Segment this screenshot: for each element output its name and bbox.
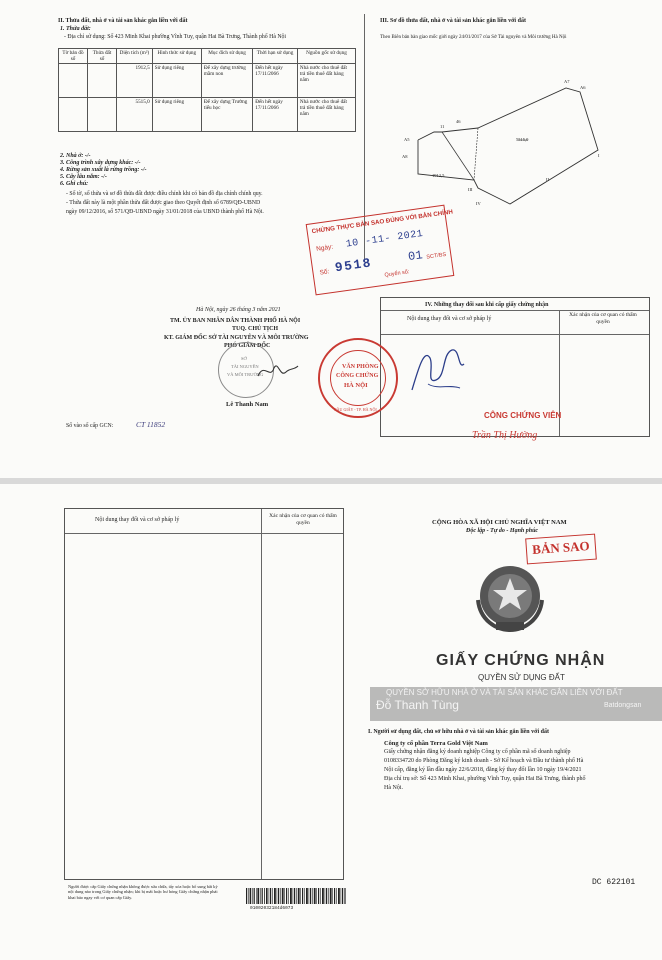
section3-heading: III. Sơ đồ thửa đất, nhà ở và tài sản khác gắn liền với đất <box>380 18 526 24</box>
map-area-label: 5515,0 <box>516 137 529 142</box>
certified-date-value: 10 -11- 2021 <box>345 228 425 251</box>
col-header-usage-form: Hình thức sử dụng <box>152 49 201 64</box>
watermark-site: Batdongsan <box>604 702 642 709</box>
signing-authority-line: KT. GIÁM ĐỐC SỞ TÀI NGUYÊN VÀ MÔI TRƯỜNG <box>164 335 309 341</box>
certificate-title: GIẤY CHỨNG NHẬN <box>436 652 606 669</box>
changes-table-continued <box>64 508 344 880</box>
col-header-duration: Thời hạn sử dụng <box>253 49 298 64</box>
item-planted-forest: 4. Rừng sản xuất là rừng trồng: -/- <box>60 167 147 173</box>
republic-heading: CỘNG HÒA XÃ HỘI CHỦ NGHĨA VIỆT NAM <box>432 519 567 526</box>
section1-heading: I. Người sử dụng đất, chủ sở hữu nhà ở và tài sản khác gắn liền với đất <box>368 729 549 735</box>
table-row <box>59 98 356 132</box>
table-cell: Sử dụng riêng <box>152 64 201 98</box>
table-cell: Để xây dựng trường mầm non <box>201 64 252 98</box>
table-row <box>59 64 356 98</box>
table-rule <box>381 334 649 335</box>
map-point-label: A8 <box>402 154 408 159</box>
certified-book-label: Quyển số: <box>384 269 410 279</box>
table-rule <box>261 509 262 879</box>
certified-copy-heading: CHỨNG THỰC BẢN SAO ĐÚNG VỚI BẢN CHÍNH <box>311 208 454 236</box>
table-cell: Sử dụng riêng <box>152 98 201 132</box>
signer-name: Lê Thanh Nam <box>226 401 269 408</box>
owner-desc-line: Nội cấp, đăng ký lần đầu ngày 22/6/2018, đăng ký thay đổi lần 10 ngày 19/4/2021 <box>384 767 582 773</box>
note-line: - Thửa đất này là một phần thửa đất được giao theo Quyết định số 6789/QĐ-UBND <box>66 200 261 206</box>
col-header-origin: Nguồn gốc sử dụng <box>297 49 355 64</box>
notary-office-seal <box>318 338 398 418</box>
owner-company: Công ty cổ phần Terra Gold Việt Nam <box>384 740 488 747</box>
section2-heading: II. Thửa đất, nhà ở và tài sản khác gắn liền với đất <box>58 18 188 24</box>
certified-number-value: 9518 <box>334 255 373 276</box>
map-point-label: III <box>468 187 473 192</box>
national-emblem <box>470 560 550 634</box>
col-header-purpose: Mục đích sử dụng <box>201 49 252 64</box>
land-parcel-label: 1. Thửa đất: <box>60 26 91 32</box>
section3-subtitle: Theo Biên bản bàn giao mốc giới ngày 24/01/2017 của Sở Tài nguyên và Môi trường Hà Nội <box>380 35 567 40</box>
section4-heading: IV. Những thay đổi sau khi cấp giấy chứng nhận <box>425 302 549 308</box>
col-header-map-sheet: Tờ bản đồ số <box>59 49 88 64</box>
table-header-row <box>59 49 356 64</box>
changes-col-content: Nội dung thay đổi và cơ sở pháp lý <box>95 517 180 523</box>
footnote: Người được cấp Giấy chứng nhận không được sửa chữa, tẩy xóa hoặc bổ sung bất kỳ nội dung nào trong Giấy chứng nhận; khi bị mất hoặc hư hỏng Giấy chứng nhận phải khai báo ngay với cơ quan cấp Giấy. <box>68 884 218 900</box>
owner-address-line: Địa chỉ trụ sở: Số 423 Minh Khai, phường Vĩnh Tuy, quận Hai Bà Trưng, thành phố <box>384 776 586 782</box>
map-area-label: 1912,5 <box>432 173 445 178</box>
col-header-parcel-no: Thửa đất số <box>88 49 117 64</box>
changes-col-confirm: Xác nhận của cơ quan có thẩm quyền <box>269 513 337 526</box>
item-other-construction: 3. Công trình xây dựng khác: -/- <box>60 160 141 166</box>
map-point-label: A7 <box>564 79 570 84</box>
table-cell <box>59 98 88 132</box>
land-parcel-table <box>58 48 356 132</box>
signing-authority-line: PHÓ GIÁM ĐỐC <box>224 343 271 349</box>
notary-seal-text: CÔNG CHỨNG <box>336 373 379 379</box>
map-point-label: A5 <box>404 137 410 142</box>
map-point-label: A6 <box>580 85 586 90</box>
note-line: - Số tờ, số thửa và sơ đồ thửa đất được điều chỉnh khi có bản đồ địa chính chính quy. <box>66 191 263 197</box>
national-motto: Độc lập - Tự do - Hạnh phúc <box>466 528 539 534</box>
table-cell: Đến hết ngày 17/11/2066 <box>253 98 298 132</box>
certified-number-label: Số: <box>319 268 330 277</box>
table-cell <box>88 98 117 132</box>
parcel-map-diagram <box>370 70 620 220</box>
copy-stamp-text: BẢN SAO <box>531 538 591 557</box>
registry-number-value: CT 11852 <box>136 420 166 429</box>
registry-number-label: Số vào sổ cấp GCN: <box>66 423 114 429</box>
signing-authority-line: TM. ỦY BAN NHÂN DÂN THÀNH PHỐ HÀ NỘI <box>170 318 301 324</box>
barcode-number: 01002032184d6073 <box>250 906 294 911</box>
seal-text: TÀI NGUYÊN <box>231 364 259 369</box>
owner-desc-line: Giấy chứng nhận đăng ký doanh nghiệp Công ty cổ phần mã số doanh nghiệp <box>384 749 571 755</box>
table-cell <box>88 64 117 98</box>
notary-seal-text: HÀ NỘI <box>344 382 368 389</box>
table-cell: 1912,5 <box>117 64 153 98</box>
notary-name: Trần Thị Hường <box>472 430 538 441</box>
certificate-page-front <box>0 484 662 960</box>
certificate-subtitle: QUYỀN SỬ DỤNG ĐẤT <box>478 673 565 682</box>
certified-date-label: Ngày: <box>315 243 334 253</box>
item-notes-label: 6. Ghi chú: <box>60 181 89 187</box>
table-cell <box>59 64 88 98</box>
certificate-serial: DC 622101 <box>592 878 636 887</box>
certificate-page-back <box>0 0 662 478</box>
table-cell: Nhà nước cho thuê đất trả tiền thuê đất hàng năm <box>297 64 355 98</box>
notary-seal-text: VĂN PHÒNG <box>342 364 379 370</box>
notary-signature <box>408 340 468 400</box>
watermark-name: Đỗ Thanh Tùng <box>376 698 459 712</box>
table-cell: Đến hết ngày 17/11/2066 <box>253 64 298 98</box>
owner-desc-line: 0108334720 do Phòng Đăng ký kinh doanh - Sở Kế hoạch và Đầu tư thành phố Hà <box>384 758 584 764</box>
table-rule <box>381 310 649 311</box>
table-rule <box>65 533 343 534</box>
note-line: ngày 09/12/2016, số 571/QĐ-UBND ngày 31/01/2018 của UBND thành phố Hà Nội. <box>66 209 264 215</box>
item-house: 2. Nhà ở: -/- <box>60 153 91 159</box>
land-address: - Địa chỉ sử dụng: Số 423 Minh Khai phường Vĩnh Tuy, quận Hai Bà Trưng, Thành phố Hà Nội <box>64 34 287 40</box>
map-point-label: IV <box>476 201 481 206</box>
certified-book-value: 01 <box>407 248 424 265</box>
map-point-label: I <box>598 153 600 158</box>
col-header-area: Diện tích (m²) <box>117 49 153 64</box>
certified-book-suffix: SCT/BS <box>426 251 447 261</box>
map-point-label: 11 <box>440 124 445 129</box>
table-cell: Nhà nước cho thuê đất trả tiền thuê đất hàng năm <box>297 98 355 132</box>
changes-col-confirm: Xác nhận của cơ quan có thẩm quyền <box>569 312 637 325</box>
owner-address-line: Hà Nội. <box>384 785 403 791</box>
certificate-subtitle-2: QUYỀN SỞ HỮU NHÀ Ở VÀ TÀI SẢN KHÁC GẮN LIỀN VỚI ĐẤT <box>386 688 623 697</box>
item-perennial-trees: 5. Cây lâu năm: -/- <box>60 174 107 180</box>
seal-text: SỞ <box>241 356 247 361</box>
signing-place-date: Hà Nội, ngày 26 tháng 3 năm 2021 <box>196 307 281 313</box>
barcode <box>246 888 346 904</box>
table-cell: 5515,0 <box>117 98 153 132</box>
table-cell: Để xây dựng Trường tiểu học <box>201 98 252 132</box>
map-point-label: II <box>546 177 549 182</box>
map-point-label: 46 <box>456 119 461 124</box>
notary-title: CÔNG CHỨNG VIÊN <box>484 411 562 420</box>
director-signature <box>256 358 300 384</box>
certified-copy-stamp <box>306 205 455 296</box>
signing-authority-line: TUQ. CHỦ TỊCH <box>232 326 279 332</box>
seal-text: VÀ MÔI TRƯỜNG <box>227 372 264 377</box>
changes-col-content: Nội dung thay đổi và cơ sở pháp lý <box>407 316 492 322</box>
notary-seal-ring-text: CẦU GIẤY - TP. HÀ NỘI <box>334 407 377 412</box>
